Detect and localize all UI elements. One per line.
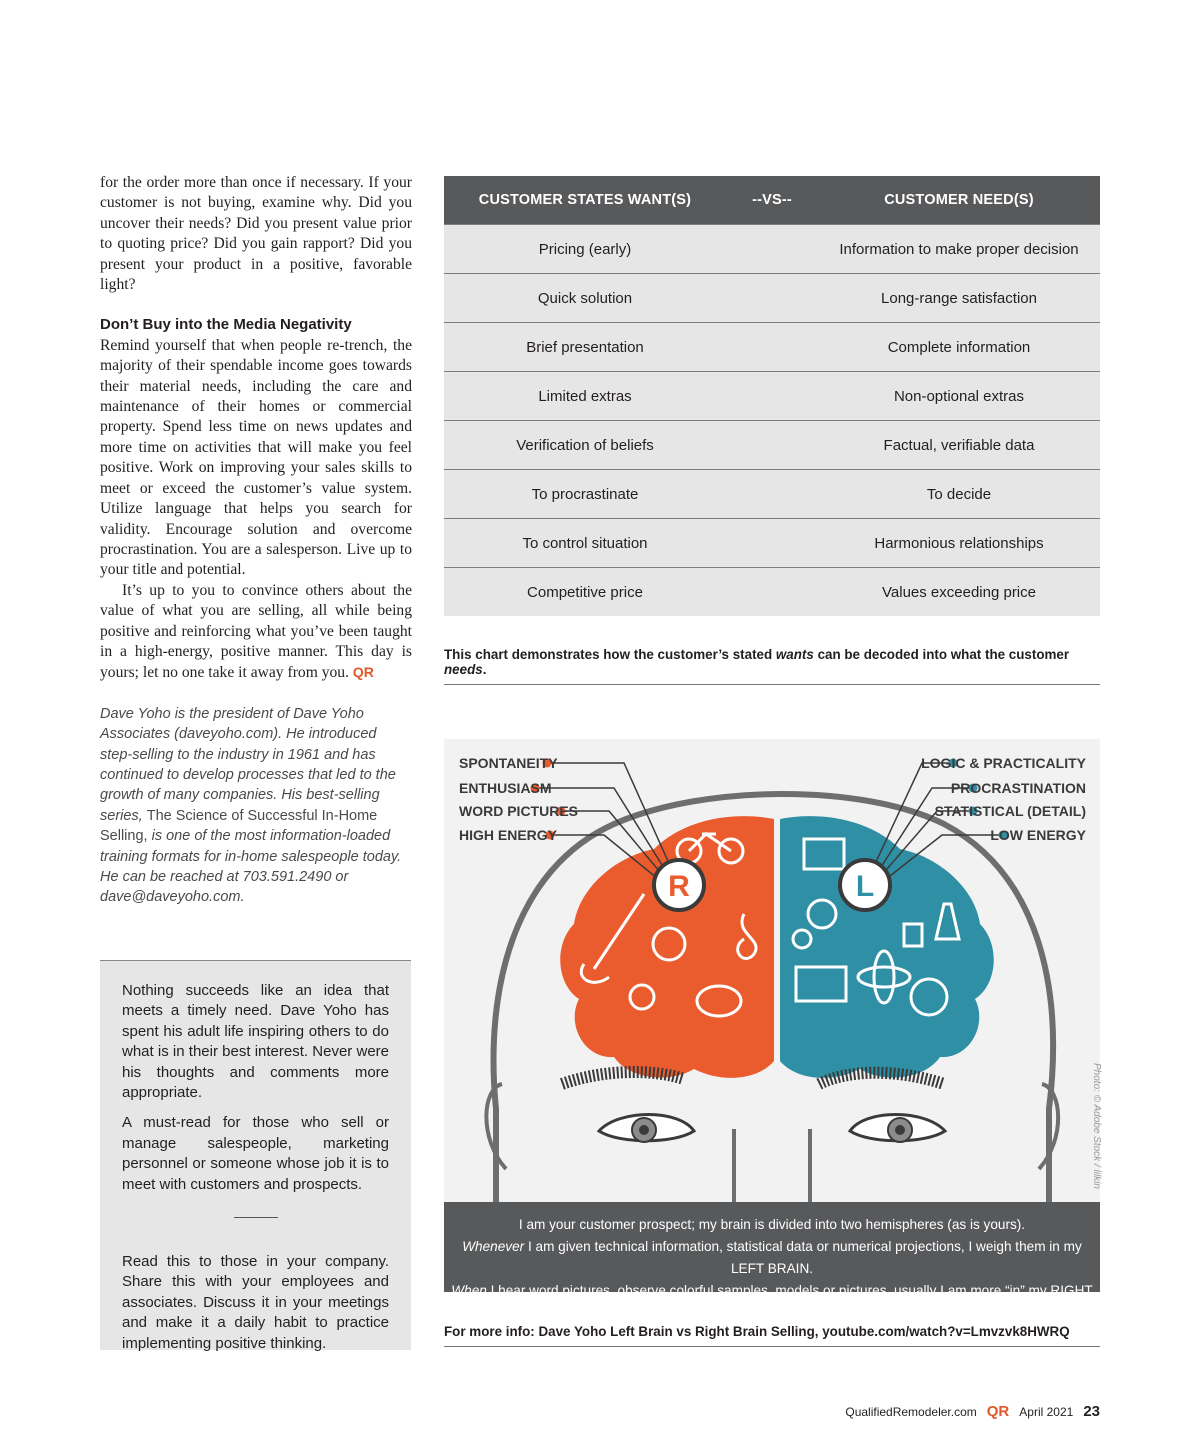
left-trait-label: LOW ENERGY (990, 827, 1086, 843)
sidebar-paragraph: Nothing succeeds like an idea that meets a timely need. Dave Yoho has spent his adult life inspiring others to do what is in their best interest. Never were his thoughts and comments more appropriate. (122, 982, 389, 1102)
divider (234, 1217, 278, 1218)
bio-text: is one of the most information-loaded training formats for in-home salespeople today. He can be reached at 703.591.2490 or dave@daveyoho.com. (100, 828, 402, 906)
table-row (444, 420, 1100, 469)
left-trait-label: LOGIC & PRACTICALITY (921, 755, 1086, 771)
table-row (444, 224, 1100, 273)
want-cell: Quick solution (537, 289, 633, 307)
caption-period: . (482, 662, 487, 677)
caption-text: This chart demonstrates how the customer’s stated (444, 647, 773, 662)
article-column (100, 173, 412, 908)
header-vs: --VS-- (752, 192, 792, 208)
page-footer (845, 1403, 1100, 1420)
brain-illustration (444, 739, 1102, 1320)
want-cell: Verification of beliefs (516, 436, 654, 454)
header-need: CUSTOMER NEED(S) (884, 192, 1034, 208)
article-paragraph: for the order more than once if necessary. If your customer is not buying, examine why. Did you uncover their needs? Did you present value prior to quoting price? Did you gain rapport? Did you present your product in a positive, favorable light? (100, 174, 412, 294)
section-subhead: Don’t Buy into the Media Negativity (100, 316, 352, 334)
want-cell: Competitive price (527, 583, 643, 601)
sidebar-paragraph: A must-read for those who sell or manage salespeople, marketing personnel or someone whose job it is to meet with customers and prospects. (122, 1114, 389, 1193)
wants-vs-needs-table (444, 176, 1100, 616)
need-cell: Values exceeding price (882, 583, 1036, 601)
sidebar-paragraph: Read this to those in your company. Share this with your employees and associates. Discuss it in your meetings and make it a daily habit to practice implementing positive thinking. (122, 1253, 389, 1352)
nose-bridge (734, 1129, 810, 1202)
caption-text: can be decoded into what the customer (817, 647, 1070, 662)
want-cell: To control situation (522, 534, 648, 552)
table-caption (444, 647, 1100, 685)
need-cell: Long-range satisfaction (881, 289, 1037, 307)
left-brain-letter: L (855, 870, 875, 903)
want-cell: Limited extras (538, 387, 632, 405)
table-header (444, 176, 1100, 224)
want-cell: Pricing (early) (538, 240, 632, 258)
left-trait-label: PROCRASTINATION (950, 780, 1086, 796)
footer-logo: QR (986, 1403, 1010, 1420)
table-row (444, 371, 1100, 420)
left-trait-label: STATISTICAL (DETAIL) (934, 803, 1086, 819)
eyebrow (819, 1073, 944, 1084)
end-mark-logo: QR (352, 664, 374, 681)
need-cell: Information to make proper decision (839, 240, 1079, 258)
photo-credit: Photo: © Adobe Stock / lilkin (1091, 1063, 1102, 1189)
article-paragraph: Remind yourself that when people re-trench, the majority of their spendable income goes towards their material needs, including the care and maintenance of their homes or commercial property. Spend less time on news updates and more time on activities that will make you feel positive. Work on improving your sales skills to meet or exceed the customer’s value system. Utilize language that helps you search for validity. Encourage solution and overcome procrastination. You are a salesperson. Live up to your title and potential. (100, 336, 412, 579)
want-cell: To procrastinate (531, 485, 639, 503)
brain-caption (444, 1202, 1100, 1320)
article-paragraph (100, 581, 412, 684)
need-cell: To decide (926, 485, 992, 503)
table-row (444, 273, 1100, 322)
need-cell: Non-optional extras (893, 387, 1025, 405)
need-cell: Complete information (887, 338, 1031, 356)
right-trait-label: HIGH ENERGY (459, 827, 558, 843)
caption-line: When I hear word pictures, observe colorful samples, models or pictures, usually I am more “in” my RIGHT BRAIN. (451, 1283, 1093, 1320)
page-number: 23 (1083, 1403, 1100, 1420)
more-info-caption: For more info: Dave Yoho Left Brain vs Right Brain Selling, youtube.com/watch?v=Lmvzvk8HWRQ (444, 1324, 1100, 1347)
eyebrow (562, 1072, 684, 1084)
footer-issue: April 2021 (1019, 1405, 1074, 1419)
right-trait-label: ENTHUSIASM (459, 780, 552, 796)
footer-site: QualifiedRemodeler.com (845, 1405, 977, 1419)
right-trait-label: SPONTANEITY (459, 755, 558, 771)
right-brain-letter: R (668, 870, 690, 903)
table-row (444, 469, 1100, 518)
caption-line: I am your customer prospect; my brain is divided into two hemispheres (as is yours). (518, 1217, 1026, 1232)
caption-line: Whenever I am given technical information, statistical data or numerical projections, I weigh them in my LEFT BRAIN. (462, 1239, 1082, 1276)
right-trait-label: WORD PICTURES (459, 803, 578, 819)
promo-sidebar (100, 960, 411, 1350)
table-row (444, 518, 1100, 567)
need-cell: Harmonious relationships (874, 534, 1044, 552)
closing-text: It’s up to you to convince others about the value of what you are selling, all while being positive and reinforcing what you’ve been taught in a high-energy, positive manner. This day is yours; let no one take it away from you. (100, 581, 412, 682)
caption-emphasis: needs (444, 662, 483, 677)
need-cell: Factual, verifiable data (883, 436, 1035, 454)
table-row (444, 567, 1100, 616)
header-want: CUSTOMER STATES WANT(S) (478, 192, 692, 208)
want-cell: Brief presentation (526, 338, 644, 356)
bio-text: Dave Yoho is the president of Dave Yoho Associates (daveyoho.com). He introduced step-selling to the industry in 1961 and has continued to develop processes that led to the growth of many companies. His best-selling series, (100, 705, 396, 824)
left-hemisphere (780, 816, 994, 1078)
caption-emphasis: wants (775, 647, 814, 662)
table-row (444, 322, 1100, 371)
book-title: The Science of Successful In-Home Selling, (100, 807, 378, 845)
author-bio (100, 704, 412, 908)
